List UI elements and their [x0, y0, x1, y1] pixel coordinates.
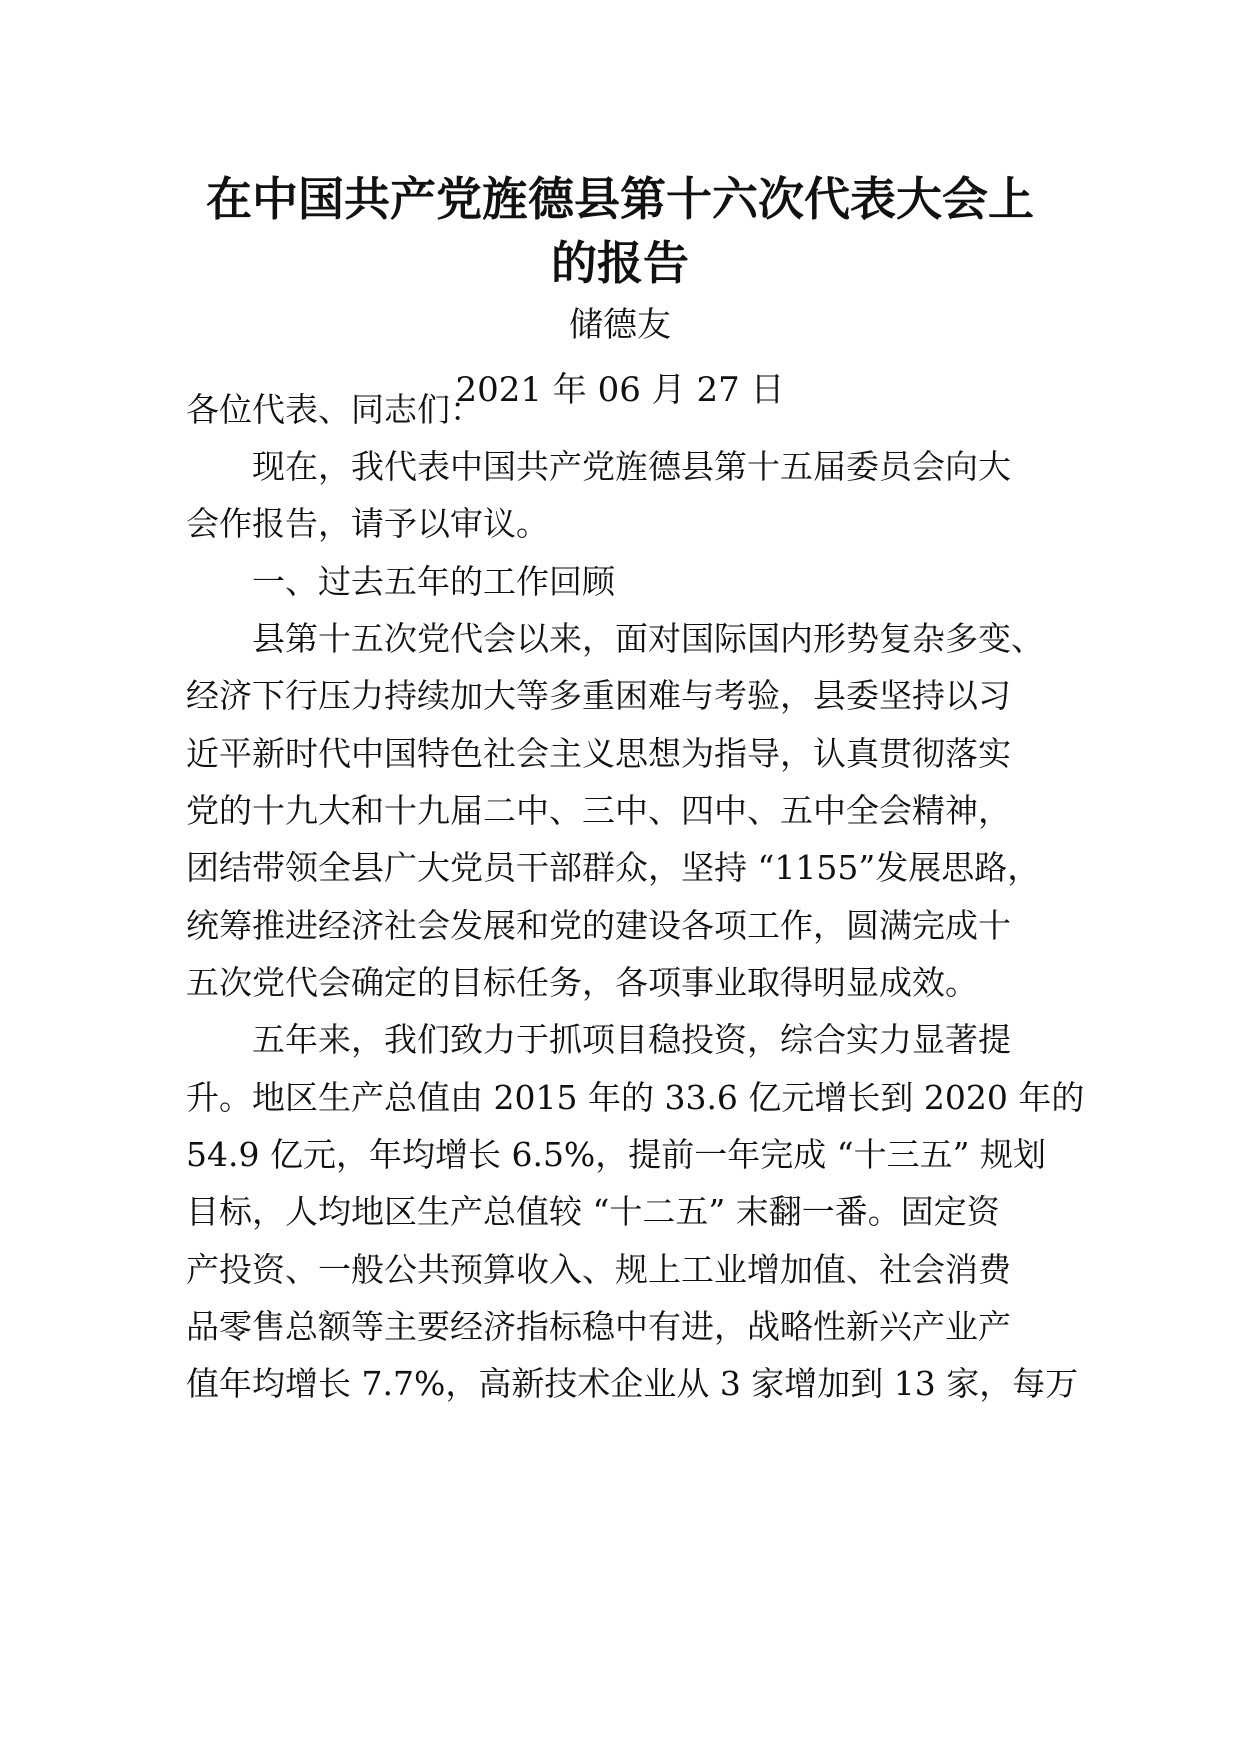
body-line: 54.9 亿元，年均增长 6.5%，提前一年完成 “十三五” 规划 — [186, 1135, 1047, 1174]
body-line: 值年均增长 7.7%，高新技术企业从 3 家增加到 13 家，每万 — [186, 1364, 1079, 1403]
report-date: 2021 年 06 月 27 日 — [455, 370, 785, 410]
body-line: 经济下行压力持续加大等多重困难与考验，县委坚持以习 — [186, 676, 1011, 715]
body-line: 县第十五次党代会以来，面对国际国内形势复杂多变、 — [252, 619, 1044, 658]
document-title-line-1: 在中国共产党旌德县第十六次代表大会上 — [206, 172, 1034, 226]
body-line: 品零售总额等主要经济指标稳中有进，战略性新兴产业产 — [186, 1307, 1011, 1346]
body-line: 近平新时代中国特色社会主义思想为指导，认真贯彻落实 — [186, 734, 1011, 773]
body-line: 党的十九大和十九届二中、三中、四中、五中全会精神， — [186, 791, 1011, 830]
body-line: 团结带领全县广大党员干部群众，坚持 “1155”发展思路， — [186, 848, 1041, 887]
body-line: 现在，我代表中国共产党旌德县第十五届委员会向大 — [252, 447, 1011, 486]
salutation: 各位代表、同志们： — [186, 390, 483, 429]
body-line: 目标，人均地区生产总值较 “十二五” 末翻一番。固定资 — [186, 1192, 1000, 1231]
body-line: 升。地区生产总值由 2015 年的 33.6 亿元增长到 2020 年的 — [186, 1078, 1085, 1117]
body-line: 五年来，我们致力于抓项目稳投资，综合实力显著提 — [252, 1020, 1011, 1059]
section-heading: 一、过去五年的工作回顾 — [252, 562, 615, 601]
document-title-line-2: 的报告 — [551, 236, 689, 290]
body-line: 会作报告，请予以审议。 — [186, 504, 549, 543]
body-line: 统筹推进经济社会发展和党的建设各项工作，圆满完成十 — [186, 906, 1011, 945]
body-line: 产投资、一般公共预算收入、规上工业增加值、社会消费 — [186, 1250, 1011, 1289]
author-name: 储德友 — [569, 305, 671, 345]
body-line: 五次党代会确定的目标任务，各项事业取得明显成效。 — [186, 963, 978, 1002]
